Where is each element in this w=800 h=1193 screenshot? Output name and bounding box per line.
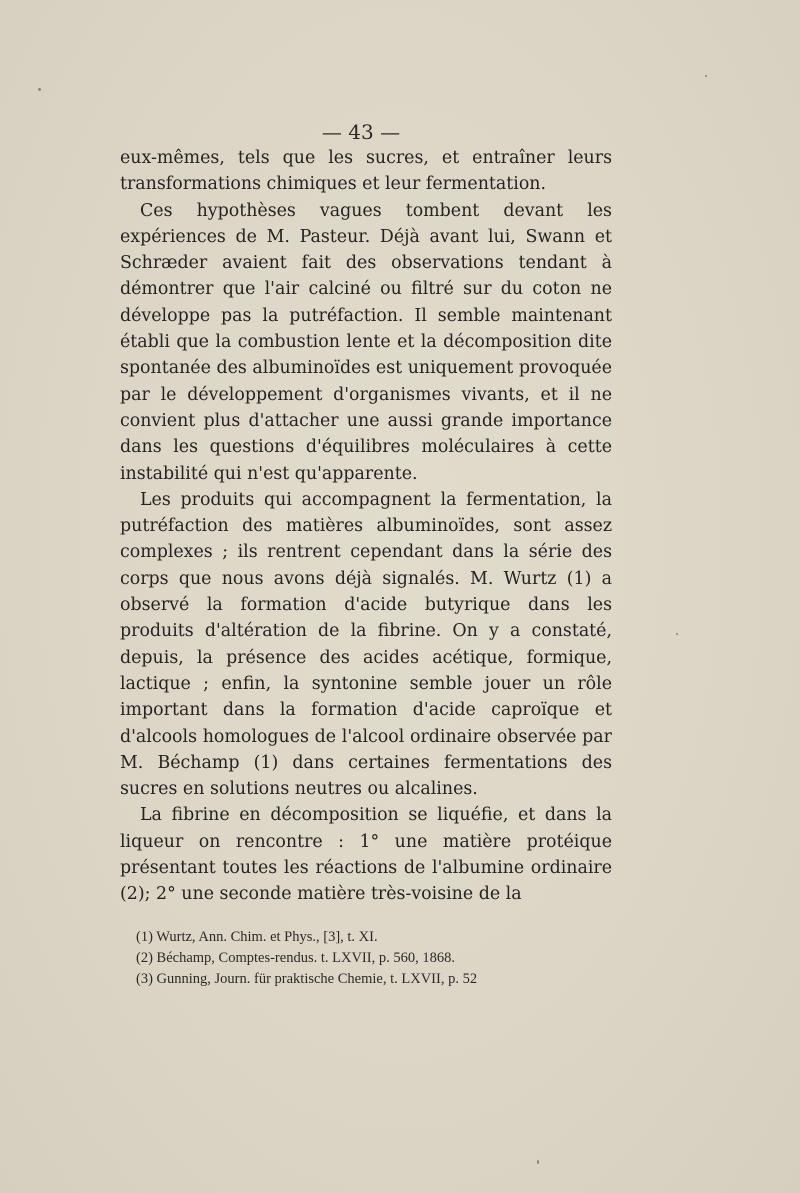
- paragraph-2: Ces hypothèses vagues tombent devant les expériences de M. Pasteur. Déjà avant lui, Swann et Schræder avaient fait des observations tendant à démontrer que l'air calciné ou filtré sur du coton ne développe pas la putréfaction. Il semble maintenant établi que la combustion lente et la décomposition dite spontanée des albuminoïdes est uniquement provoquée par le développement d'organismes vivants, et il ne convient plus d'attacher une aussi grande importance dans les questions d'équilibres moléculaires à cette instabilité qui n'est qu'apparente.: [120, 200, 612, 484]
- body-text: [120, 145, 612, 908]
- paper-speck: [676, 633, 678, 635]
- footnote-2: (2) Béchamp, Comptes-rendus. t. LXVII, p. 560, 1868.: [136, 950, 455, 966]
- paper-speck: [537, 1160, 539, 1164]
- footnote-3: (3) Gunning, Journ. für praktische Chemie, t. LXVII, p. 52: [136, 971, 478, 987]
- footnotes: [136, 927, 612, 990]
- paragraph-1: eux-mêmes, tels que les sucres, et entraîner leurs transformations chimiques et leur fermentation.: [120, 148, 612, 195]
- paragraph-3: Les produits qui accompagnent la fermentation, la putréfaction des matières albuminoïdes, sont assez complexes ; ils rentrent cependant dans la série des corps que nous avons déjà signalés. M. Wurtz (1) a observé la formation d'acide butyrique dans les produits d'altération de la fibrine. On y a constaté, depuis, la présence des acides acétique, formique, lactique ; enfin, la syntonine semble jouer un rôle important dans la formation d'acide caproïque et d'alcools homologues de l'alcool ordinaire observée par M. Béchamp (1) dans certaines fermentations des sucres en solutions neutres ou alcalines.: [120, 489, 612, 800]
- paragraph-4: La fibrine en décomposition se liquéfie, et dans la liqueur on rencontre : 1° une matière protéique présentant toutes les réactions de l'albumine ordinaire (2); 2° une seconde matière très-voisine de la: [120, 805, 612, 905]
- paper-speck: [38, 88, 41, 91]
- paper-speck: [705, 75, 707, 77]
- footnote-1: (1) Wurtz, Ann. Chim. et Phys., [3], t. XI.: [136, 929, 378, 945]
- page-number: — 43 —: [321, 120, 401, 144]
